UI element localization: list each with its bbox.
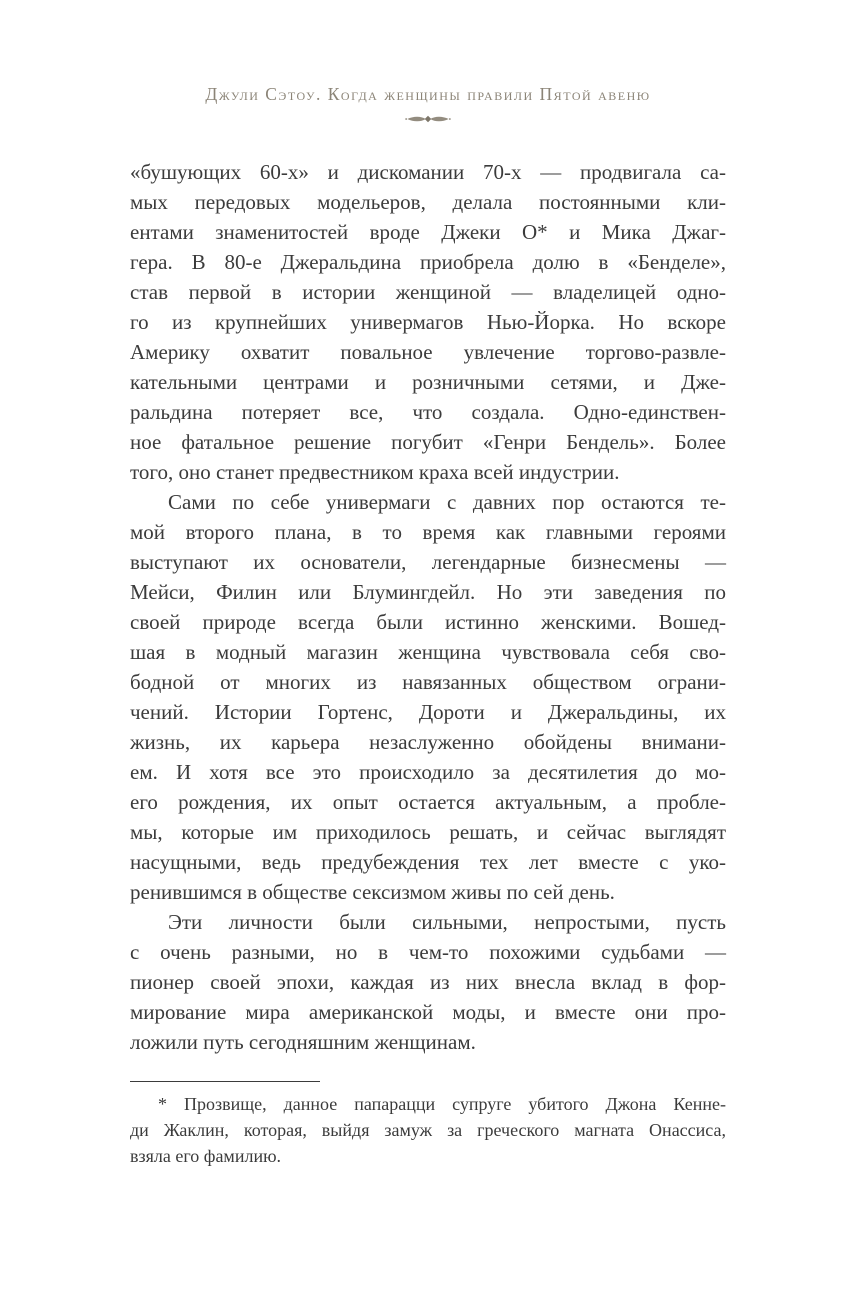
text-line: ложили путь сегодняшним женщинам. xyxy=(130,1030,476,1054)
text-line: пионер своей эпохи, каждая из них внесла вклад в фор- xyxy=(130,970,726,994)
text-line: Америку охватит повальное увлечение торгово-развле- xyxy=(130,340,726,364)
text-line: ем. И хотя все это происходило за десятилетия до мо- xyxy=(130,760,726,784)
text-line: его рождения, их опыт остается актуальным, а пробле- xyxy=(130,790,726,814)
text-line: мирование мира американской моды, и вместе они про- xyxy=(130,1000,726,1024)
text-line: с очень разными, но в чем-то похожими судьбами — xyxy=(130,940,726,964)
text-line: мых передовых модельеров, делала постоянными кли- xyxy=(130,190,726,214)
text-line: * Прозвище, данное папарацци супруге убитого Джона Кенне- xyxy=(158,1094,726,1114)
running-header: Джули Сэтоу. Когда женщины правили Пятой авеню xyxy=(205,84,651,104)
text-line: того, оно станет предвестником краха всей индустрии. xyxy=(130,460,620,484)
text-line: кательными центрами и розничными сетями, и Дже- xyxy=(130,370,726,394)
paragraph xyxy=(130,487,726,907)
footnote-rule xyxy=(130,1081,320,1082)
text-line: став первой в истории женщиной — владелицей одно- xyxy=(130,280,726,304)
body-text xyxy=(130,157,726,1057)
text-line: своей природе всегда были истинно женскими. Вошед- xyxy=(130,610,726,634)
text-line: Мейси, Филин или Блумингдейл. Но эти заведения по xyxy=(130,580,726,604)
text-line: ди Жаклин, которая, выйдя замуж за греческого магната Онассиса, xyxy=(130,1120,726,1140)
paragraph xyxy=(130,907,726,1057)
text-line: жизнь, их карьера незаслуженно обойдены внимани- xyxy=(130,730,726,754)
text-line: ное фатальное решение погубит «Генри Бендель». Более xyxy=(130,430,726,454)
text-line: чений. Истории Гортенс, Дороти и Джеральдины, их xyxy=(130,700,726,724)
text-line: выступают их основатели, легендарные бизнесмены — xyxy=(130,550,726,574)
text-line: насущными, ведь предубеждения тех лет вместе с уко- xyxy=(130,850,726,874)
text-line: го из крупнейших универмагов Нью-Йорка. Но вскоре xyxy=(130,310,726,334)
text-line: Сами по себе универмаги с давних пор остаются те- xyxy=(168,490,726,514)
text-line: гера. В 80-е Джеральдина приобрела долю в «Бенделе», xyxy=(130,250,726,274)
footnote-text xyxy=(130,1091,726,1169)
text-line: шая в модный магазин женщина чувствовала себя сво- xyxy=(130,640,726,664)
text-line: ренившимся в обществе сексизмом живы по сей день. xyxy=(130,880,615,904)
text-line: Эти личности были сильными, непростыми, пусть xyxy=(168,910,726,934)
text-line: мы, которые им приходилось решать, и сейчас выглядят xyxy=(130,820,726,844)
text-line: взяла его фамилию. xyxy=(130,1146,282,1166)
text-line: ральдина потеряет все, что создала. Одно-единствен- xyxy=(130,400,726,424)
text-line: ентами знаменитостей вроде Джеки О* и Мика Джаг- xyxy=(130,220,726,244)
paragraph xyxy=(130,157,726,487)
text-line: мой второго плана, в то время как главными героями xyxy=(130,520,726,544)
fleuron-divider-icon xyxy=(130,113,726,127)
text-line: «бушующих 60-х» и дискомании 70-х — продвигала са- xyxy=(130,160,726,184)
text-line: бодной от многих из навязанных обществом ограни- xyxy=(130,670,726,694)
